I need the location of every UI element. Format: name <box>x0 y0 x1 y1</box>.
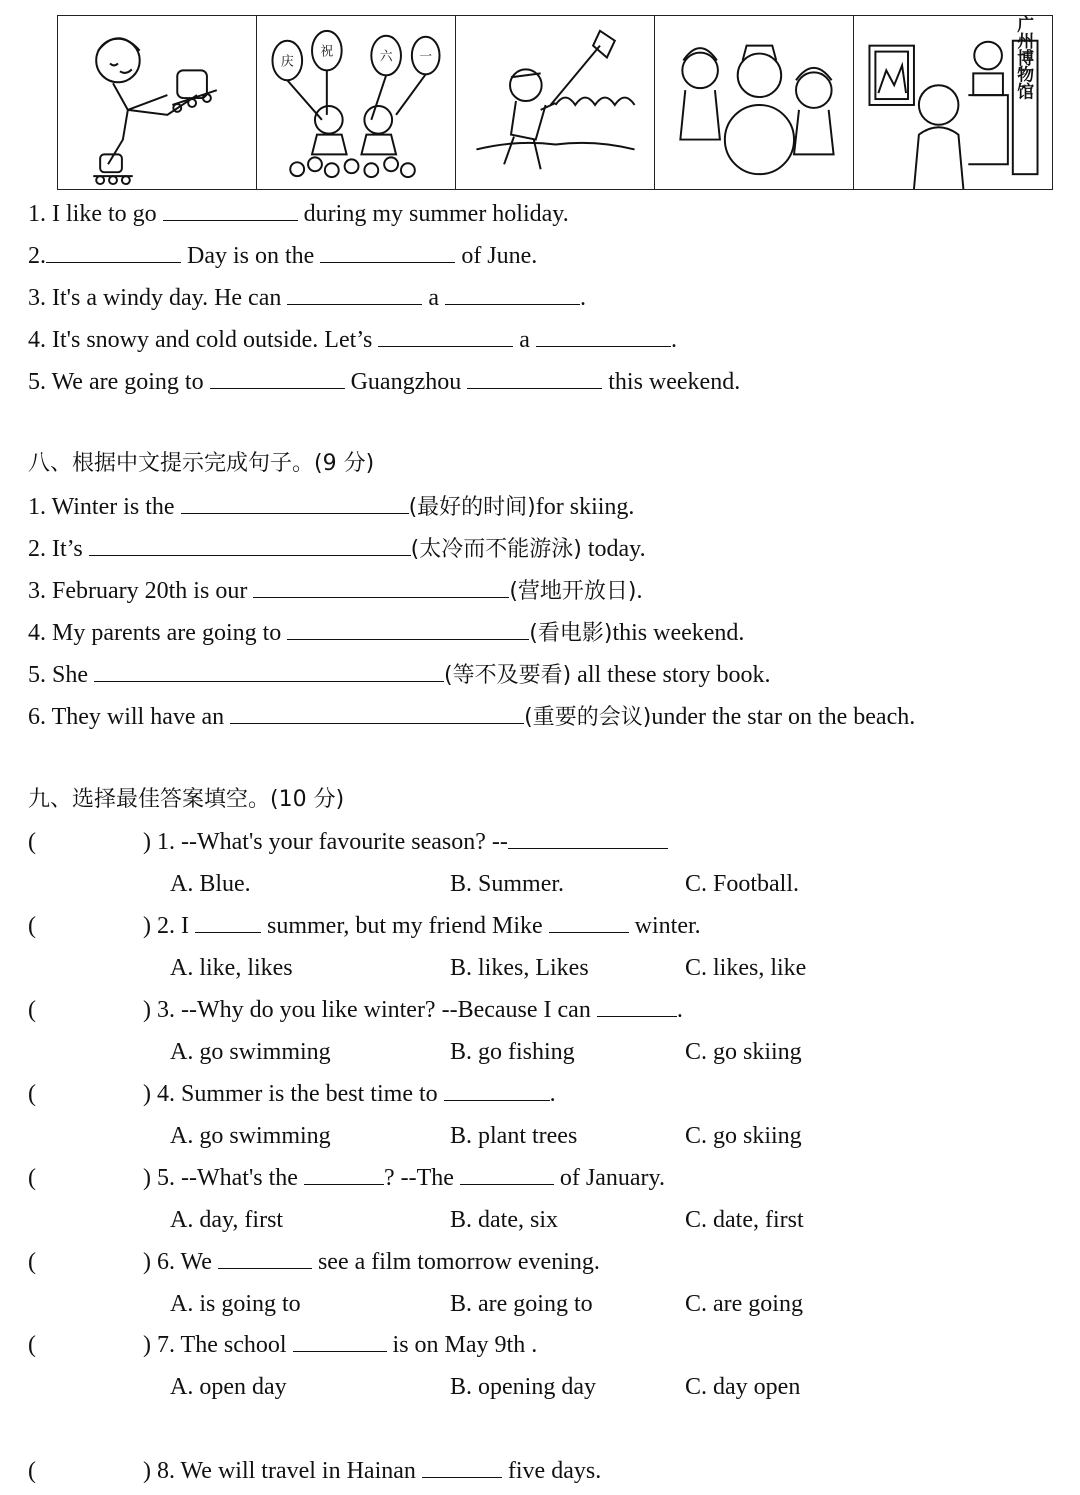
text: 3. It's a windy day. He can <box>28 285 288 311</box>
answer-blank[interactable] <box>378 326 513 347</box>
answer-blank[interactable] <box>597 996 677 1017</box>
p8-item-6 <box>28 703 915 732</box>
roller-skating-boy-icon <box>58 16 256 189</box>
cn-hint: (最好的时间) <box>408 495 536 520</box>
cn-hint: (重要的会议) <box>524 705 652 730</box>
p9-q7-option-b[interactable]: B. opening day <box>450 1374 596 1400</box>
p8-item-5 <box>28 661 770 690</box>
answer-blank[interactable] <box>320 242 455 263</box>
answer-paren[interactable]: ( <box>28 1332 36 1358</box>
answer-blank[interactable] <box>536 326 671 347</box>
answer-paren[interactable]: ( <box>28 829 36 855</box>
text: ) 8. We will travel in Hainan <box>143 1458 422 1484</box>
p9-q5-option-b[interactable]: B. date, six <box>450 1207 558 1233</box>
answer-blank[interactable] <box>508 828 668 849</box>
answer-blank[interactable] <box>293 1331 387 1352</box>
answer-paren[interactable]: ( <box>28 1081 36 1107</box>
text: a <box>422 285 446 311</box>
text: five days. <box>501 1458 602 1484</box>
text: 4. My parents are going to <box>28 620 288 646</box>
picture-5 <box>854 16 1052 189</box>
text: Day is on the <box>181 243 321 269</box>
p7-item-1 <box>28 200 569 228</box>
snowman-children-icon <box>655 16 853 189</box>
text: 3. February 20th is our <box>28 578 254 604</box>
p9-q3-option-a[interactable]: A. go swimming <box>170 1039 331 1065</box>
p9-q5-stem <box>143 1164 665 1192</box>
p9-q2-option-a[interactable]: A. like, likes <box>170 955 293 981</box>
p7-item-2 <box>28 242 537 270</box>
museum-visitor-icon <box>854 16 1052 189</box>
cn-hint: (看电影) <box>529 621 613 646</box>
answer-blank[interactable] <box>218 1248 312 1269</box>
p9-q7-stem <box>143 1331 537 1359</box>
p9-q8-stem <box>143 1457 601 1485</box>
p9-q7-option-a[interactable]: A. open day <box>170 1374 287 1400</box>
p8-item-1 <box>28 493 634 522</box>
p9-q4-stem <box>143 1080 556 1108</box>
answer-blank[interactable] <box>210 368 345 389</box>
picture-strip <box>57 15 1053 190</box>
text: 2. It’s <box>28 536 89 562</box>
answer-blank[interactable] <box>94 661 444 682</box>
text: 2. <box>28 243 46 269</box>
text: . <box>636 578 643 604</box>
answer-blank[interactable] <box>445 284 580 305</box>
text: see a film tomorrow evening. <box>311 1249 600 1275</box>
text: summer, but my friend Mike <box>260 913 549 939</box>
text: ) 6. We <box>143 1249 218 1275</box>
text: 5. She <box>28 662 94 688</box>
balloon-text-1: 庆 <box>280 54 294 70</box>
answer-blank[interactable] <box>253 577 509 598</box>
balloon-text-2: 祝 <box>320 44 334 60</box>
answer-paren[interactable]: ( <box>28 997 36 1023</box>
p9-q3-stem <box>143 996 683 1024</box>
text: . <box>549 1081 556 1107</box>
answer-blank[interactable] <box>181 493 409 514</box>
p9-q6-stem <box>143 1248 600 1276</box>
part9-heading: 九、选择最佳答案填空。(10 分) <box>28 787 345 812</box>
p9-q6-option-a[interactable]: A. is going to <box>170 1291 301 1317</box>
text: ) 7. The school <box>143 1332 293 1358</box>
p9-q3-option-c[interactable]: C. go skiing <box>685 1039 802 1065</box>
picture-1 <box>58 16 257 189</box>
text: ) 3. --Why do you like winter? --Because I can <box>143 997 597 1023</box>
answer-blank[interactable] <box>287 619 529 640</box>
text: of June. <box>455 243 538 269</box>
text: 4. It's snowy and cold outside. Let’s <box>28 327 379 353</box>
p9-q3-option-b[interactable]: B. go fishing <box>450 1039 575 1065</box>
picture-2 <box>257 16 456 189</box>
p8-item-3 <box>28 577 642 606</box>
text: all these story book. <box>571 662 771 688</box>
p9-q5-option-c[interactable]: C. date, first <box>685 1207 804 1233</box>
p9-q4-option-c[interactable]: C. go skiing <box>685 1123 802 1149</box>
balloon-text-4: 一 <box>419 49 433 65</box>
text: this weekend. <box>602 369 741 395</box>
picture-4 <box>655 16 854 189</box>
text: ) 1. --What's your favourite season? -- <box>143 829 508 855</box>
p7-item-5 <box>28 368 740 396</box>
answer-blank[interactable] <box>304 1164 384 1185</box>
p8-item-4 <box>28 619 744 648</box>
picture-3 <box>456 16 655 189</box>
p7-item-3 <box>28 284 586 312</box>
text: . <box>676 997 683 1023</box>
answer-paren[interactable]: ( <box>28 1249 36 1275</box>
p9-q2-option-c[interactable]: C. likes, like <box>685 955 807 981</box>
text: Guangzhou <box>344 369 468 395</box>
p9-q1-stem <box>143 828 668 856</box>
p9-q2-stem <box>143 912 701 940</box>
text: for skiing. <box>535 494 635 520</box>
answer-paren[interactable]: ( <box>28 1165 36 1191</box>
text: 1. Winter is the <box>28 494 181 520</box>
p9-q4-option-b[interactable]: B. plant trees <box>450 1123 578 1149</box>
text: ) 2. I <box>143 913 195 939</box>
museum-sign-text: 广州博物馆 <box>1014 16 1035 100</box>
text: ) 5. --What's the <box>143 1165 304 1191</box>
answer-blank[interactable] <box>549 912 629 933</box>
cn-hint: (等不及要看) <box>444 663 572 688</box>
p7-item-4 <box>28 326 677 354</box>
p9-q6-option-c[interactable]: C. are going <box>685 1291 803 1317</box>
answer-blank[interactable] <box>422 1457 502 1478</box>
text: 5. We are going to <box>28 369 210 395</box>
text: winter. <box>628 913 701 939</box>
p9-q4-option-a[interactable]: A. go swimming <box>170 1123 331 1149</box>
children-balloons-icon <box>257 16 455 189</box>
p9-q2-option-b[interactable]: B. likes, Likes <box>450 955 589 981</box>
p9-q5-option-a[interactable]: A. day, first <box>170 1207 284 1233</box>
cn-hint: (太冷而不能游泳) <box>410 537 582 562</box>
balloon-text-3: 六 <box>379 49 393 65</box>
answer-blank[interactable] <box>460 1164 554 1185</box>
p9-q1-option-b[interactable]: B. Summer. <box>450 871 565 897</box>
kite-flying-boy-icon <box>456 16 654 189</box>
p9-q6-option-b[interactable]: B. are going to <box>450 1291 593 1317</box>
p8-item-2 <box>28 535 646 564</box>
answer-blank[interactable] <box>46 242 181 263</box>
answer-blank[interactable] <box>230 703 524 724</box>
text: ? --The <box>383 1165 460 1191</box>
answer-blank[interactable] <box>89 535 411 556</box>
text: 6. They will have an <box>28 704 231 730</box>
answer-blank[interactable] <box>444 1080 550 1101</box>
answer-blank[interactable] <box>195 912 261 933</box>
answer-blank[interactable] <box>287 284 422 305</box>
text: during my summer holiday. <box>297 201 569 227</box>
text: today. <box>581 536 646 562</box>
text: of January. <box>553 1165 665 1191</box>
text: is on May 9th . <box>386 1332 538 1358</box>
text: 1. I like to go <box>28 201 163 227</box>
text: this weekend. <box>612 620 745 646</box>
part8-heading: 八、根据中文提示完成句子。(9 分) <box>28 451 375 476</box>
text: a <box>513 327 536 353</box>
text: . <box>670 327 677 353</box>
cn-hint: (营地开放日) <box>509 579 637 604</box>
answer-paren[interactable]: ( <box>28 1458 36 1484</box>
p9-q1-option-a[interactable]: A. Blue. <box>170 871 251 897</box>
answer-blank[interactable] <box>467 368 602 389</box>
answer-blank[interactable] <box>163 200 298 221</box>
text: . <box>580 285 587 311</box>
p9-q1-option-c[interactable]: C. Football. <box>685 871 800 897</box>
p9-q7-option-c[interactable]: C. day open <box>685 1374 801 1400</box>
text: under the star on the beach. <box>651 704 916 730</box>
text: ) 4. Summer is the best time to <box>143 1081 444 1107</box>
answer-paren[interactable]: ( <box>28 913 36 939</box>
